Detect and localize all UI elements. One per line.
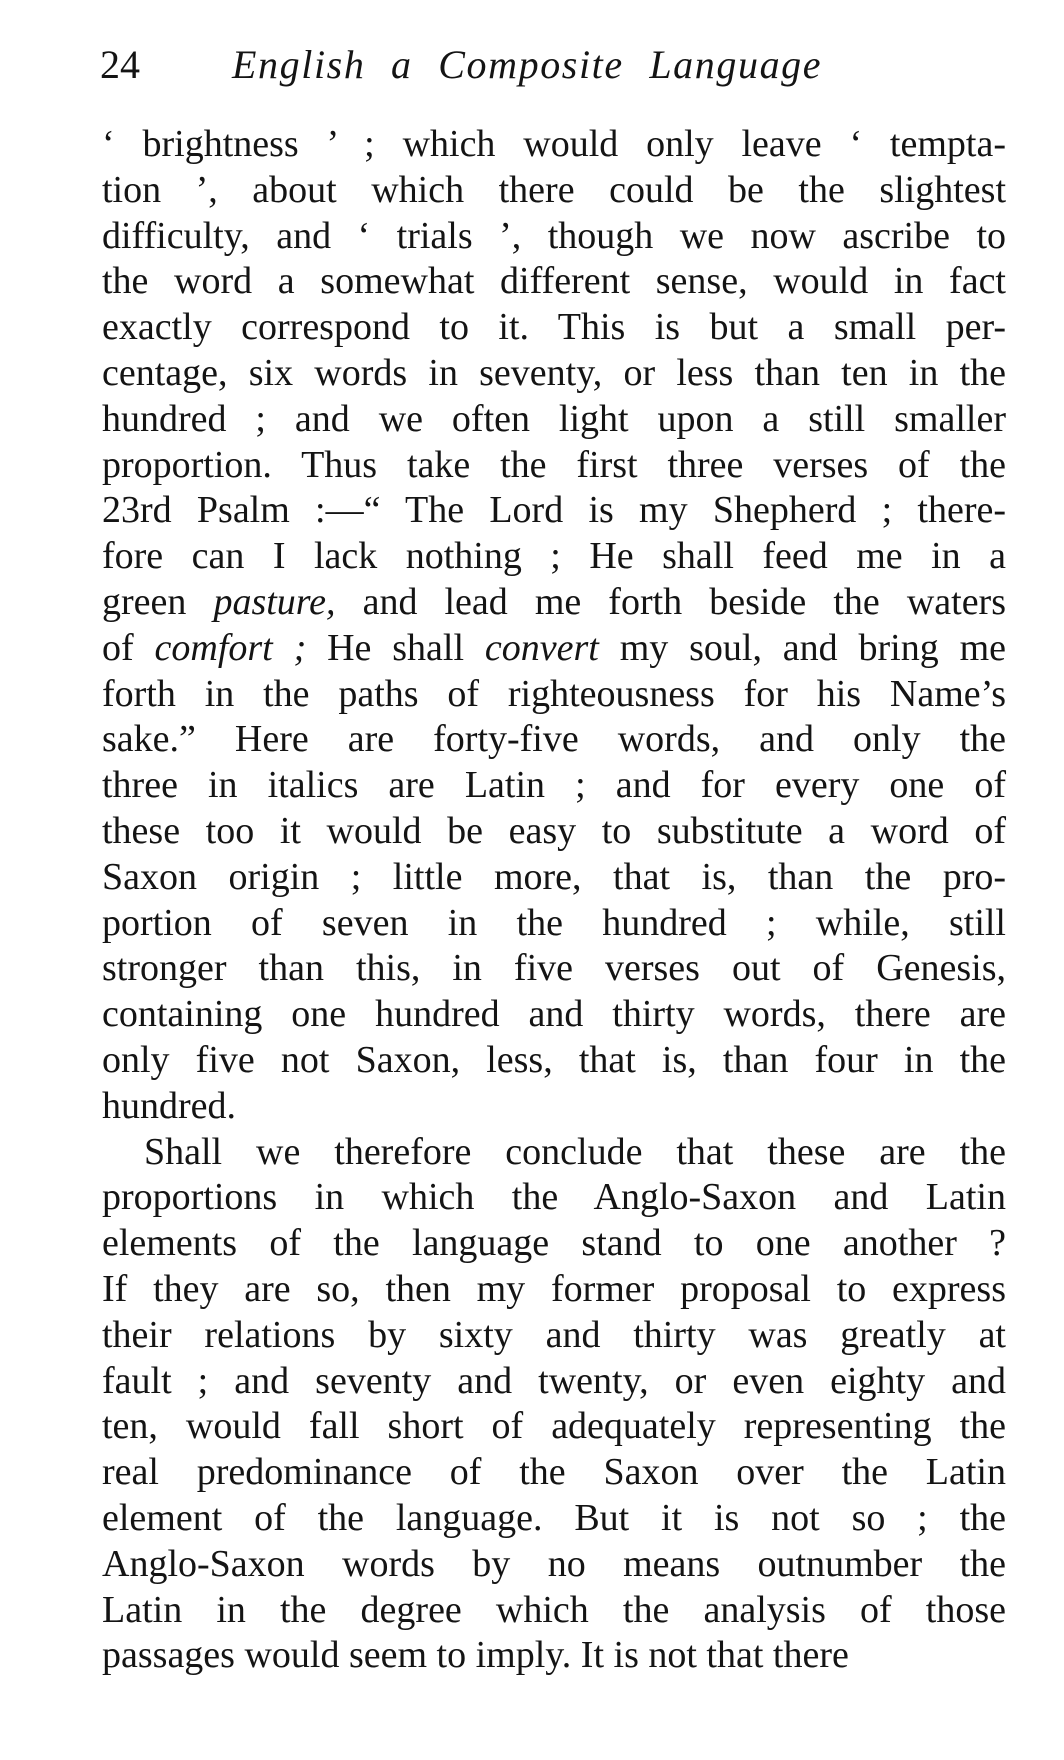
text-run: tion ’, about which there could be the slightest	[102, 168, 1006, 211]
text-line	[102, 763, 1006, 809]
text-line	[102, 855, 1006, 901]
text-line	[102, 122, 1006, 168]
text-run: and lead me forth beside the waters	[335, 580, 1006, 623]
text-line	[102, 901, 1006, 947]
text-run: their relations by sixty and thirty was greatly at	[102, 1313, 1006, 1356]
text-run: passages would seem to imply. It is not that there	[102, 1634, 849, 1677]
text-line	[102, 1313, 1006, 1359]
text-line	[102, 351, 1006, 397]
text-run: Latin in the degree which the analysis of those	[102, 1588, 1006, 1631]
text-line	[102, 443, 1006, 489]
text-run: containing one hundred and thirty words, there are	[102, 993, 1006, 1036]
text-line	[102, 1588, 1006, 1634]
text-line	[102, 1221, 1006, 1267]
text-line	[102, 397, 1006, 443]
text-run: real predominance of the Saxon over the Latin	[102, 1451, 1006, 1494]
text-line	[102, 1542, 1006, 1588]
text-run: hundred.	[102, 1084, 237, 1127]
text-run: hundred ; and we often light upon a still smaller	[102, 397, 1006, 440]
text-line	[102, 1450, 1006, 1496]
text-line	[102, 1267, 1006, 1313]
text-run: proportions in which the Anglo-Saxon and Latin	[102, 1176, 1006, 1219]
text-line	[102, 1038, 1006, 1084]
text-run: these too it would be easy to substitute a word of	[102, 809, 1006, 852]
text-run: the word a somewhat different sense, would in fact	[102, 260, 1006, 303]
text-line	[102, 168, 1006, 214]
text-line	[102, 1633, 1006, 1679]
text-line	[102, 214, 1006, 260]
text-line	[102, 1496, 1006, 1542]
text-run: element of the language. But it is not so ; the	[102, 1496, 1006, 1539]
text-run: of	[102, 626, 155, 669]
page-number: 24	[100, 42, 140, 87]
text-line	[102, 534, 1006, 580]
text-run: centage, six words in seventy, or less than ten in the	[102, 351, 1006, 394]
text-line	[102, 992, 1006, 1038]
text-line	[102, 259, 1006, 305]
text-run: only five not Saxon, less, that is, than four in the	[102, 1038, 1006, 1081]
text-run: Anglo-Saxon words by no means outnumber the	[102, 1542, 1006, 1585]
text-run: elements of the language stand to one another ?	[102, 1222, 1006, 1265]
text-line	[102, 946, 1006, 992]
body-text	[102, 122, 1006, 1679]
text-line	[102, 672, 1006, 718]
text-line	[102, 1175, 1006, 1221]
paragraph	[102, 122, 1006, 1130]
text-run: 23rd Psalm :—“ The Lord is my Shepherd ; there-	[102, 489, 1006, 532]
italic-word: convert	[484, 626, 599, 669]
text-run: sake.” Here are forty-five words, and only the	[102, 718, 1006, 761]
text-line	[102, 1130, 1006, 1176]
text-run: Saxon origin ; little more, that is, than the pro-	[102, 855, 1006, 898]
italic-word: comfort ;	[154, 626, 307, 669]
text-run: stronger than this, in five verses out of Genesis,	[102, 947, 1006, 990]
text-run: green	[102, 580, 214, 623]
text-run: ten, would fall short of adequately representing the	[102, 1405, 1006, 1448]
text-run: He shall	[306, 626, 485, 669]
running-title: English a Composite Language	[232, 42, 823, 87]
text-line	[102, 488, 1006, 534]
text-run: proportion. Thus take the first three verses of the	[102, 443, 1006, 486]
text-run: portion of seven in the hundred ; while, still	[102, 901, 1006, 944]
text-line	[102, 580, 1006, 626]
text-run: Shall we therefore conclude that these are the	[144, 1130, 1006, 1173]
text-line	[102, 1359, 1006, 1405]
text-run: difficulty, and ‘ trials ’, though we now ascribe to	[102, 214, 1006, 257]
text-line	[102, 1404, 1006, 1450]
paragraph	[102, 1130, 1006, 1680]
text-line	[102, 1084, 1006, 1130]
text-run: exactly correspond to it. This is but a small per-	[102, 306, 1006, 349]
text-run: three in italics are Latin ; and for every one of	[102, 764, 1006, 807]
text-run: my soul, and bring me	[598, 626, 1007, 669]
text-run: forth in the paths of righteousness for his Name’s	[102, 672, 1006, 715]
text-line	[102, 626, 1006, 672]
text-line	[102, 305, 1006, 351]
text-run: ‘ brightness ’ ; which would only leave ‘ tempta-	[102, 123, 1006, 165]
text-run: If they are so, then my former proposal to express	[102, 1267, 1006, 1310]
italic-word: pasture,	[213, 580, 336, 623]
text-run: fault ; and seventy and twenty, or even eighty and	[102, 1359, 1006, 1402]
text-line	[102, 717, 1006, 763]
text-run: fore can I lack nothing ; He shall feed me in a	[102, 535, 1006, 578]
text-line	[102, 809, 1006, 855]
running-head	[100, 38, 1000, 92]
